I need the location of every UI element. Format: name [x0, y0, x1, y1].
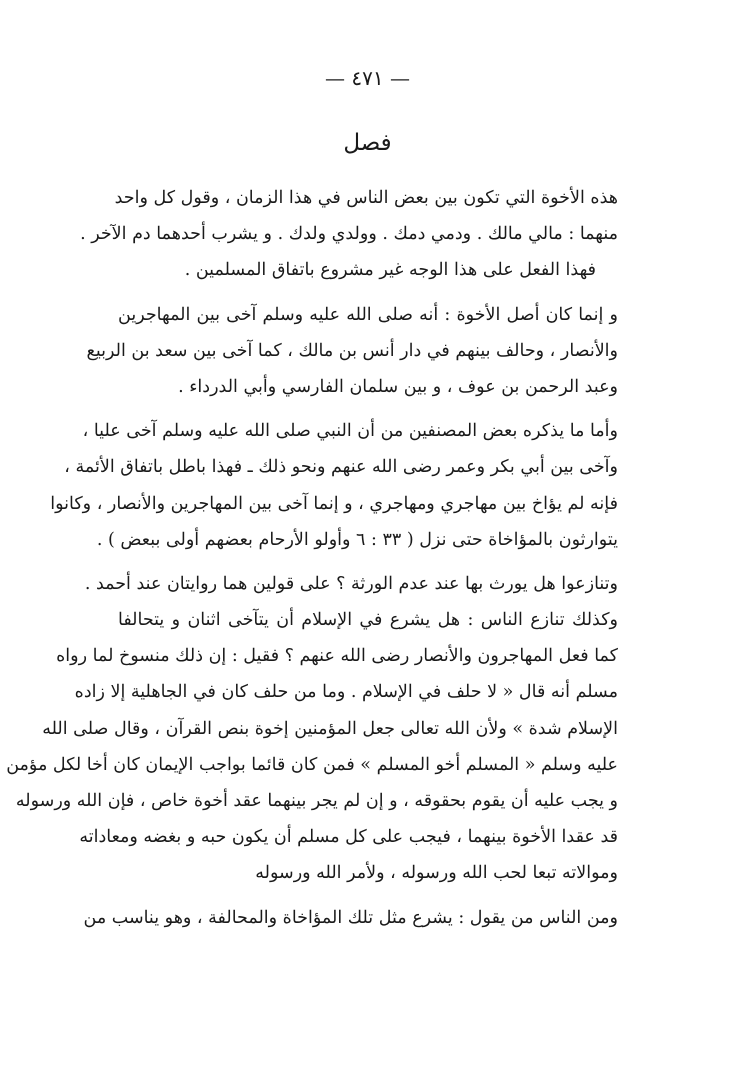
text-line: و يجب عليه أن يقوم بحقوقه ، و إن لم يجر بينهما عقد أخوة خاص ، فإن الله ورسوله [15, 791, 618, 811]
text-line: وكذلك تنازع الناس : هل يشرع في الإسلام أن يتآخى اثنان و يتحالفا [118, 610, 618, 631]
section-title: فصل [343, 130, 392, 156]
text-line: يتوارثون بالمؤاخاة حتى نزل ( ٣٣ : ٦ وأولو الأرحام بعضهم أولى ببعض ) . [96, 529, 618, 550]
body-text [6, 180, 618, 936]
text-line: كما فعل المهاجرون والأنصار رضى الله عنهم ؟ فقيل : إن ذلك منسوخ لما رواه [56, 646, 618, 667]
text-line: قد عقدا الأخوة بينهما ، فيجب على كل مسلم أن يكون حبه و بغضه ومعاداته [79, 827, 618, 848]
text-line: مسلم أنه قال « لا حلف في الإسلام . وما من حلف كان في الجاهلية إلا زاده [74, 682, 618, 703]
text-line: منهما : مالي مالك . ودمي دمك . وولدي ولدك . و يشرب أحدهما دم الآخر . [80, 224, 618, 245]
text-line: وتنازعوا هل يورث بها عند عدم الورثة ؟ على قولين هما روايتان عند أحمد . [84, 573, 618, 594]
text-line: وآخى بين أبي بكر وعمر رضى الله عنهم ونحو ذلك ـ فهذا باطل باتفاق الأئمة ، [64, 457, 618, 478]
text-line: الإسلام شدة » ولأن الله تعالى جعل المؤمنين إخوة بنص القرآن ، وقال صلى الله [42, 718, 618, 739]
text-line: وأما ما يذكره بعض المصنفين من أن النبي صلى الله عليه وسلم آخى عليا ، [82, 421, 618, 442]
text-line: و إنما كان أصل الأخوة : أنه صلى الله عليه وسلم آخى بين المهاجرين [118, 304, 618, 325]
text-line: وموالاته تبعا لحب الله ورسوله ، ولأمر الله ورسوله [255, 863, 618, 884]
text-line: والأنصار ، وحالف بينهم في دار أنس بن مالك ، كما آخى بين سعد بن الربيع [86, 340, 618, 361]
text-line: فإنه لم يؤاخ بين مهاجري ومهاجري ، و إنما آخى بين المهاجرين والأنصار ، وكانوا [50, 493, 618, 514]
page-number: — ٤٧١ — [325, 66, 410, 90]
text-line: فهذا الفعل على هذا الوجه غير مشروع باتفاق المسلمين . [184, 260, 596, 281]
text-line: وعبد الرحمن بن عوف ، و بين سلمان الفارسي وأبي الدرداء . [178, 376, 618, 397]
text-line: عليه وسلم « المسلم أخو المسلم » فمن كان قائما بواجب الإيمان كان أخا لكل مؤمن [6, 754, 618, 775]
text-line: هذه الأخوة التي تكون بين بعض الناس في هذا الزمان ، وقول كل واحد [114, 188, 618, 208]
text-line: ومن الناس من يقول : يشرع مثل تلك المؤاخاة والمحالفة ، وهو يناسب من [83, 907, 618, 928]
